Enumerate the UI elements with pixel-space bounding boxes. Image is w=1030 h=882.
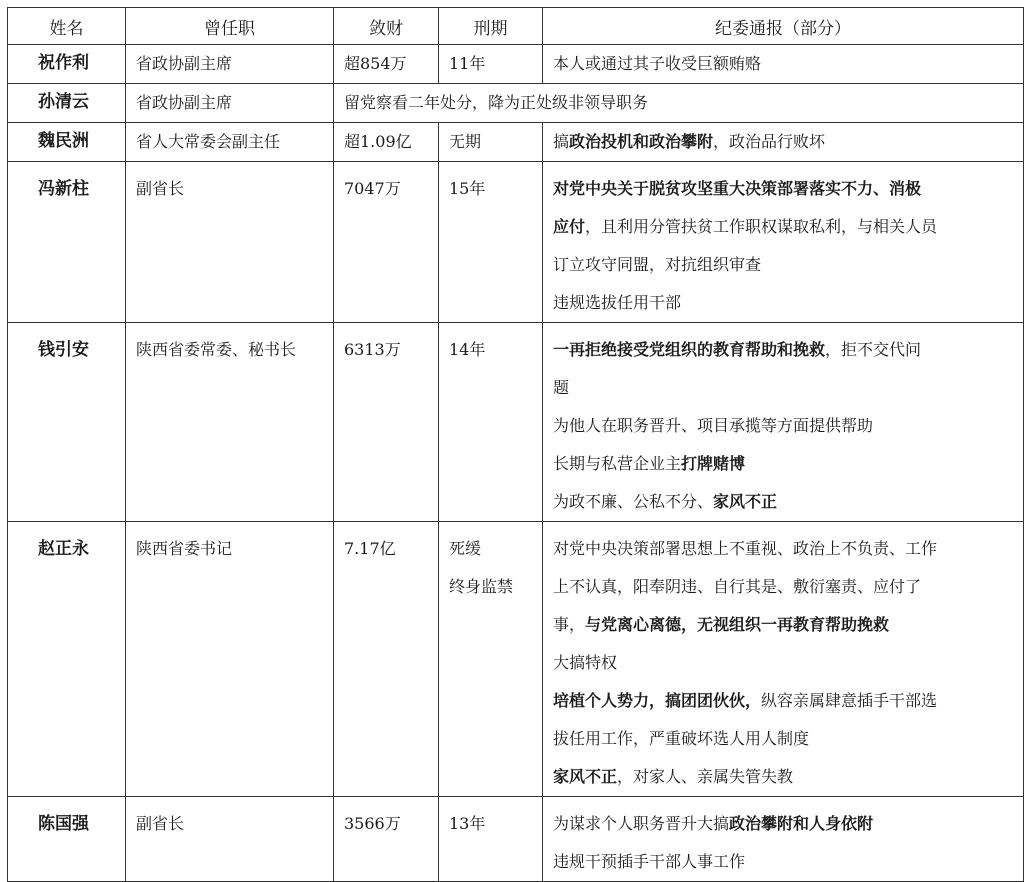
report-line — [553, 843, 1023, 881]
name-cell: 陈国强 — [8, 797, 126, 882]
header-name: 姓名 — [8, 8, 126, 45]
name-cell: 赵正永 — [8, 522, 126, 797]
money-cell: 超854万 — [334, 45, 439, 84]
report-text: 本人或通过其子收受巨额贿赂 — [553, 54, 762, 73]
report-text: 上不认真，阳奉阴违、自行其是、敷衍塞责、应付了 — [553, 577, 922, 596]
name-cell: 孙清云 — [8, 84, 126, 123]
report-text: 为他人在职务晋升、项目承揽等方面提供帮助 — [553, 416, 874, 435]
report-text: 为政不廉、公私不分、 — [553, 492, 714, 511]
report-text: ，对家人、亲属失管失教 — [617, 767, 794, 786]
report-text: 对党中央决策部署思想上不重视、政治上不负责、工作 — [553, 539, 938, 558]
position-cell: 省政协副主席 — [126, 84, 334, 123]
position-cell: 省政协副主席 — [126, 45, 334, 84]
table-row — [8, 797, 1024, 882]
report-text-bold: 培植个人势力，搞团团伙伙， — [553, 691, 762, 710]
sentence-cell: 13年 — [439, 797, 543, 882]
name-cell: 魏民洲 — [8, 123, 126, 162]
report-line — [553, 170, 1023, 208]
report-text: 违规干预插手干部人事工作 — [553, 852, 746, 871]
report-line — [553, 805, 1023, 843]
report-text-bold: 对党中央关于脱贫攻坚重大决策部署落实不力、消极 — [553, 179, 922, 198]
sentence-line: 终身监禁 — [449, 577, 514, 596]
report-line — [553, 407, 1023, 445]
sentence-cell: 15年 — [439, 162, 543, 323]
report-cell — [543, 123, 1024, 162]
header-sentence: 刑期 — [439, 8, 543, 45]
name-cell: 祝作利 — [8, 45, 126, 84]
report-text: 搞 — [553, 132, 570, 151]
report-line — [553, 606, 1023, 644]
report-cell — [543, 45, 1024, 84]
report-text-bold: 家风不正 — [713, 492, 778, 511]
report-cell — [543, 162, 1024, 323]
merged-cell: 留党察看二年处分，降为正处级非领导职务 — [334, 84, 1024, 123]
report-cell — [543, 522, 1024, 797]
header-money: 敛财 — [334, 8, 439, 45]
table-row — [8, 522, 1024, 797]
position-cell: 副省长 — [126, 162, 334, 323]
report-text-bold: 政治投机和政治攀附 — [569, 132, 714, 151]
report-text-bold: 应付 — [553, 217, 586, 236]
report-line — [553, 246, 1023, 284]
report-text: ，且利用分管扶贫工作职权谋取私利，与相关人员 — [585, 217, 938, 236]
position-cell: 陕西省委书记 — [126, 522, 334, 797]
report-line — [553, 123, 1023, 160]
report-line — [553, 284, 1023, 322]
report-line — [553, 644, 1023, 682]
money-cell: 3566万 — [334, 797, 439, 882]
report-line — [553, 45, 1023, 82]
money-cell: 7.17亿 — [334, 522, 439, 797]
report-line — [553, 758, 1023, 796]
report-text-bold: 家风不正 — [553, 767, 618, 786]
report-text-bold: 与党离心离德，无视组织一再教育帮助挽救 — [585, 615, 890, 634]
sentence-line: 死缓 — [449, 539, 482, 558]
name-cell: 钱引安 — [8, 323, 126, 522]
report-text-bold: 政治攀附和人身依附 — [729, 814, 874, 833]
officials-table — [7, 7, 1024, 882]
report-cell — [543, 797, 1024, 882]
header-position: 曾任职 — [126, 8, 334, 45]
report-line — [553, 530, 1023, 568]
table-row — [8, 123, 1024, 162]
report-line — [553, 445, 1023, 483]
table-row — [8, 323, 1024, 522]
money-cell: 7047万 — [334, 162, 439, 323]
table-row — [8, 84, 1024, 123]
sentence-cell — [439, 522, 543, 797]
table-row — [8, 45, 1024, 84]
report-text: ，政治品行败坏 — [713, 132, 826, 151]
report-text: 长期与私营企业主 — [553, 454, 682, 473]
report-line — [553, 720, 1023, 758]
report-line — [553, 568, 1023, 606]
header-row — [8, 8, 1024, 45]
header-report: 纪委通报（部分） — [543, 8, 1024, 45]
report-line — [553, 208, 1023, 246]
report-line — [553, 682, 1023, 720]
report-text: 大搞特权 — [553, 653, 618, 672]
position-cell: 陕西省委常委、秘书长 — [126, 323, 334, 522]
money-cell: 超1.09亿 — [334, 123, 439, 162]
report-text-bold: 一再拒绝接受党组织的教育帮助和挽救 — [553, 340, 826, 359]
table-row — [8, 162, 1024, 323]
sentence-cell: 11年 — [439, 45, 543, 84]
report-line — [553, 369, 1023, 407]
report-text: 为谋求个人职务晋升大搞 — [553, 814, 730, 833]
report-line — [553, 331, 1023, 369]
report-text: 违规选拔任用干部 — [553, 293, 682, 312]
money-cell: 6313万 — [334, 323, 439, 522]
report-text: 纵容亲属肆意插手干部选 — [761, 691, 938, 710]
sentence-cell: 14年 — [439, 323, 543, 522]
report-cell — [543, 323, 1024, 522]
report-text: 题 — [553, 378, 570, 397]
position-cell: 省人大常委会副主任 — [126, 123, 334, 162]
report-text: 事， — [553, 615, 586, 634]
report-line — [553, 483, 1023, 521]
report-text: ，拒不交代问 — [825, 340, 922, 359]
report-text-bold: 打牌赌博 — [681, 454, 746, 473]
report-text: 订立攻守同盟，对抗组织审查 — [553, 255, 762, 274]
name-cell: 冯新柱 — [8, 162, 126, 323]
sentence-cell: 无期 — [439, 123, 543, 162]
report-text: 拔任用工作，严重破坏选人用人制度 — [553, 729, 810, 748]
position-cell: 副省长 — [126, 797, 334, 882]
